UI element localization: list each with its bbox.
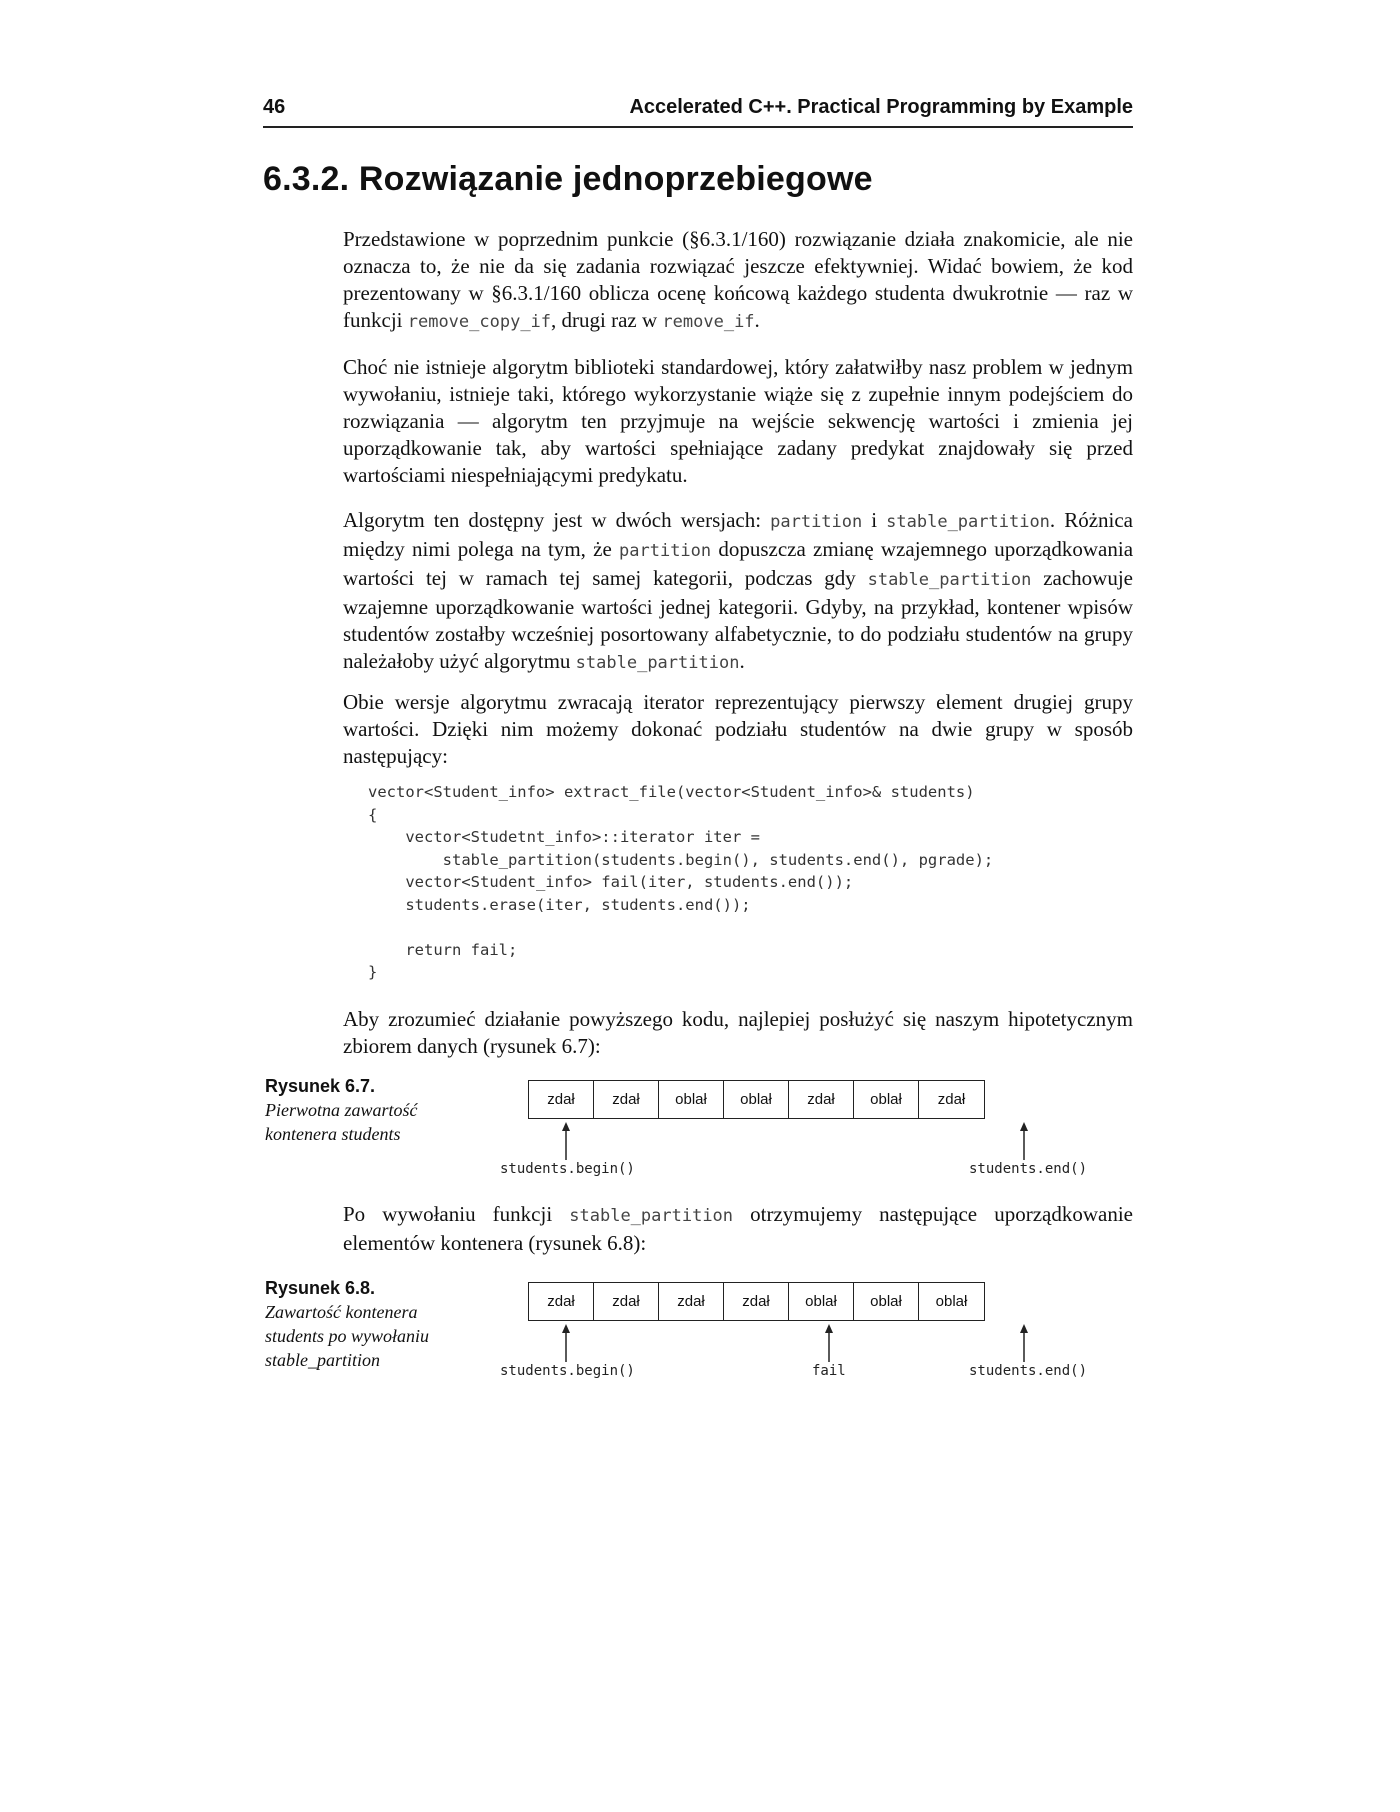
container-cell: zdał xyxy=(529,1283,594,1320)
container-cell: oblał xyxy=(854,1283,919,1320)
inline-code: stable_partition xyxy=(569,1206,734,1226)
text: Przedstawione w poprzednim punkcie (§6.3.1/160) rozwiązanie działa znakomicie, ale nie oznacza to, że nie da się zadania rozwiązać jeszcze efektywniej. Widać bowiem, że kod prezentowany w §6.3.1/160 oblicza ocenę końcową każdego studenta dwukrotnie — raz w funkcji xyxy=(343,227,1133,332)
figure-label: Rysunek 6.8. xyxy=(265,1278,376,1298)
figure-6-7-container-cells xyxy=(528,1080,985,1119)
text: i xyxy=(862,508,887,532)
paragraph-3 xyxy=(343,507,1133,677)
container-cell: zdał xyxy=(789,1081,854,1118)
section-title: 6.3.2. Rozwiązanie jednoprzebiegowe xyxy=(263,160,873,198)
container-cell: oblał xyxy=(659,1081,724,1118)
figure-6-7-caption xyxy=(265,1074,455,1146)
fail-pointer-label: fail xyxy=(812,1363,846,1379)
figure-label: Rysunek 6.7. xyxy=(265,1076,376,1096)
figure-caption-line: Zawartość kontenera xyxy=(265,1302,418,1322)
inline-code: stable_partition xyxy=(575,653,740,673)
container-cell: zdał xyxy=(937,1091,966,1108)
inline-code: stable_partition xyxy=(867,570,1032,590)
inline-code: remove_if xyxy=(662,312,755,332)
paragraph-1 xyxy=(343,226,1133,336)
container-cell: oblał xyxy=(789,1283,854,1320)
text: zachowuje wzajemne uporządkowanie wartości jednej kategorii. Gdyby, na przykład, kontener wpisów studentów zostałby wcześniej posortowany alfabetycznie, to do podziału studentów na grupy należałoby użyć algorytmu xyxy=(343,566,1133,673)
container-cell: oblał xyxy=(935,1293,968,1310)
text: . xyxy=(739,649,745,673)
container-cell: oblał xyxy=(724,1081,789,1118)
fail-arrow-icon xyxy=(822,1324,836,1362)
begin-pointer-label: students.begin() xyxy=(500,1363,635,1379)
code-listing: vector<Student_info> extract_file(vector<Student_info>& students) { vector<Studetnt_info>::iterator iter = stable_partition(students.begin(), students.end(), pgrade); vector<Student_info> fail(iter, students.end()); students.erase(iter, students.end()); return fail; } xyxy=(368,783,994,981)
container-cell: zdał xyxy=(594,1081,659,1118)
end-arrow-icon xyxy=(1017,1324,1031,1362)
text: Po wywołaniu funkcji xyxy=(343,1202,570,1226)
end-arrow-icon xyxy=(1017,1122,1031,1160)
begin-arrow-icon xyxy=(559,1324,573,1362)
paragraph-4: Obie wersje algorytmu zwracają iterator reprezentujący pierwszy element drugiej grupy wartości. Dzięki nim możemy dokonać podziału studentów na dwie grupy w sposób następujący: xyxy=(343,690,1133,768)
inline-code: stable_partition xyxy=(886,512,1050,532)
container-cell: oblał xyxy=(854,1081,919,1118)
text: . xyxy=(754,308,760,332)
figure-caption-line: kontenera students xyxy=(265,1124,401,1144)
container-cell: zdał xyxy=(659,1283,724,1320)
paragraph-5: Aby zrozumieć działanie powyższego kodu, najlepiej posłużyć się naszym hipotetycznym zbiorem danych (rysunek 6.7): xyxy=(343,1007,1133,1058)
text: otrzymujemy następujące uporządkowanie elementów kontenera (rysunek 6.8): xyxy=(343,1202,1133,1255)
paragraph-2: Choć nie istnieje algorytm biblioteki standardowej, który załatwiłby nasz problem w jednym wywołaniu, istnieje taki, którego wykorzystanie wiąże się z zupełnie innym podejściem do rozwiązania — algorytm ten przyjmuje na wejście sekwencję wartości i zmienia jej uporządkowanie tak, aby wartości spełniające zadany predykat znajdowały się przed wartościami niespełniającymi predykatu. xyxy=(343,355,1133,487)
end-pointer-label: students.end() xyxy=(969,1363,1088,1379)
begin-arrow-icon xyxy=(559,1122,573,1160)
paragraph-6 xyxy=(343,1201,1133,1257)
text: . Różnica między nimi polega na tym, że xyxy=(343,508,1134,561)
book-title: Accelerated C++. Practical Programming by Example xyxy=(629,96,1133,118)
end-pointer-label: students.end() xyxy=(969,1161,1088,1177)
inline-code: partition xyxy=(619,541,712,561)
page-number: 46 xyxy=(263,96,286,118)
text: Algorytm ten dostępny jest w dwóch wersjach: xyxy=(343,508,771,532)
figure-6-8-caption xyxy=(265,1276,455,1372)
running-header xyxy=(263,96,1133,128)
figure-caption-line: students po wywołaniu xyxy=(265,1326,430,1346)
text: , drugi raz w xyxy=(551,308,663,332)
text: dopuszcza zmianę wzajemnego uporządkowania wartości tej w ramach tej samej kategorii, podczas gdy xyxy=(343,537,1134,590)
container-cell: zdał xyxy=(724,1283,789,1320)
container-cell: zdał xyxy=(594,1283,659,1320)
figure-caption-line: Pierwotna zawartość xyxy=(265,1100,418,1120)
inline-code: remove_copy_if xyxy=(407,312,552,332)
begin-pointer-label: students.begin() xyxy=(500,1161,635,1177)
figure-6-8-container-cells xyxy=(528,1282,985,1321)
container-cell: zdał xyxy=(529,1081,594,1118)
figure-caption-line: stable_partition xyxy=(265,1350,381,1370)
inline-code: partition xyxy=(770,512,863,532)
